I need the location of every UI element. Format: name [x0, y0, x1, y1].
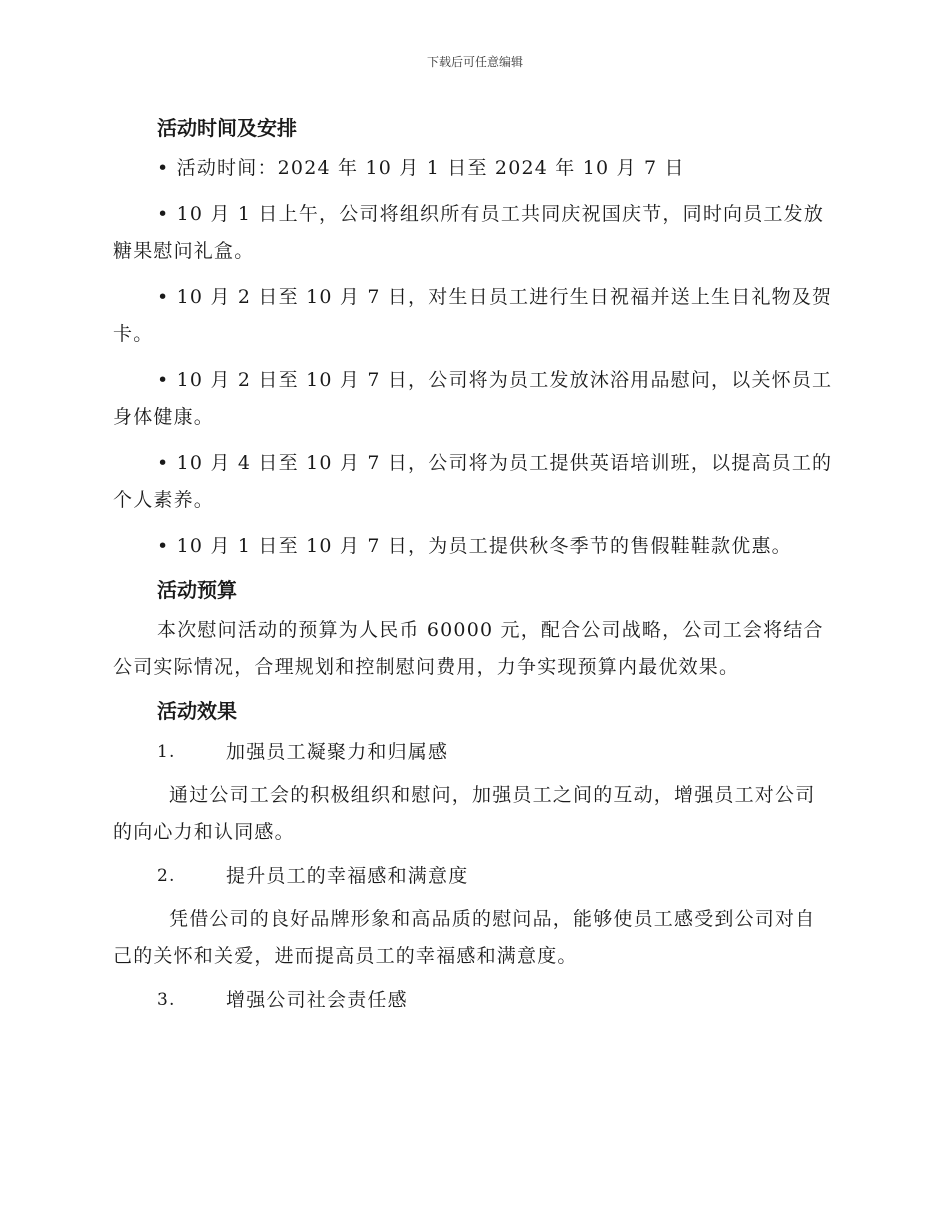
effect-item-text: 通过公司工会的积极组织和慰问，加强员工之间的互动，增强员工对公司的向心力和认同感。 — [113, 784, 816, 843]
schedule-item: • 活动时间：2024 年 10 月 1 日至 2024 年 10 月 7 日 — [157, 157, 685, 179]
effect-item-title — [113, 860, 833, 892]
section-heading-budget: 活动预算 — [157, 578, 237, 602]
effect-item-text: 凭借公司的良好品牌形象和高品质的慰问品，能够使员工感受到公司对自己的关怀和关爱，进而提高员工的幸福感和满意度。 — [113, 908, 816, 967]
schedule-item: • 10 月 2 日至 10 月 7 日，对生日员工进行生日祝福并送上生日礼物及贺卡。 — [113, 286, 833, 345]
effect-item-title-text: 增强公司社会责任感 — [226, 989, 408, 1011]
effect-item-title — [113, 736, 833, 768]
effect-item-number: 2. — [157, 866, 176, 886]
schedule-item: • 10 月 1 日上午，公司将组织所有员工共同庆祝国庆节，同时向员工发放糖果慰问礼盒。 — [113, 203, 825, 262]
budget-text: 本次慰问活动的预算为人民币 60000 元，配合公司战略，公司工会将结合公司实际情况，合理规划和控制慰问费用，力争实现预算内最优效果。 — [113, 619, 824, 678]
effect-item-number: 1. — [157, 742, 176, 762]
schedule-item: • 10 月 2 日至 10 月 7 日，公司将为员工发放沐浴用品慰问，以关怀员工身体健康。 — [113, 369, 833, 428]
document-body — [113, 112, 833, 1016]
schedule-item: • 10 月 1 日至 10 月 7 日，为员工提供秋冬季节的售假鞋鞋款优惠。 — [157, 535, 792, 557]
schedule-item: • 10 月 4 日至 10 月 7 日，公司将为员工提供英语培训班，以提高员工的个人素养。 — [113, 452, 833, 511]
section-heading-effects: 活动效果 — [157, 699, 237, 723]
effect-item-number: 3. — [157, 990, 176, 1010]
effect-item-title-text: 加强员工凝聚力和归属感 — [226, 741, 449, 763]
effect-item-title-text: 提升员工的幸福感和满意度 — [226, 865, 469, 887]
section-heading-schedule: 活动时间及安排 — [157, 116, 297, 140]
effect-item-title — [113, 984, 833, 1016]
page-header: 下载后可任意编辑 — [426, 55, 523, 69]
